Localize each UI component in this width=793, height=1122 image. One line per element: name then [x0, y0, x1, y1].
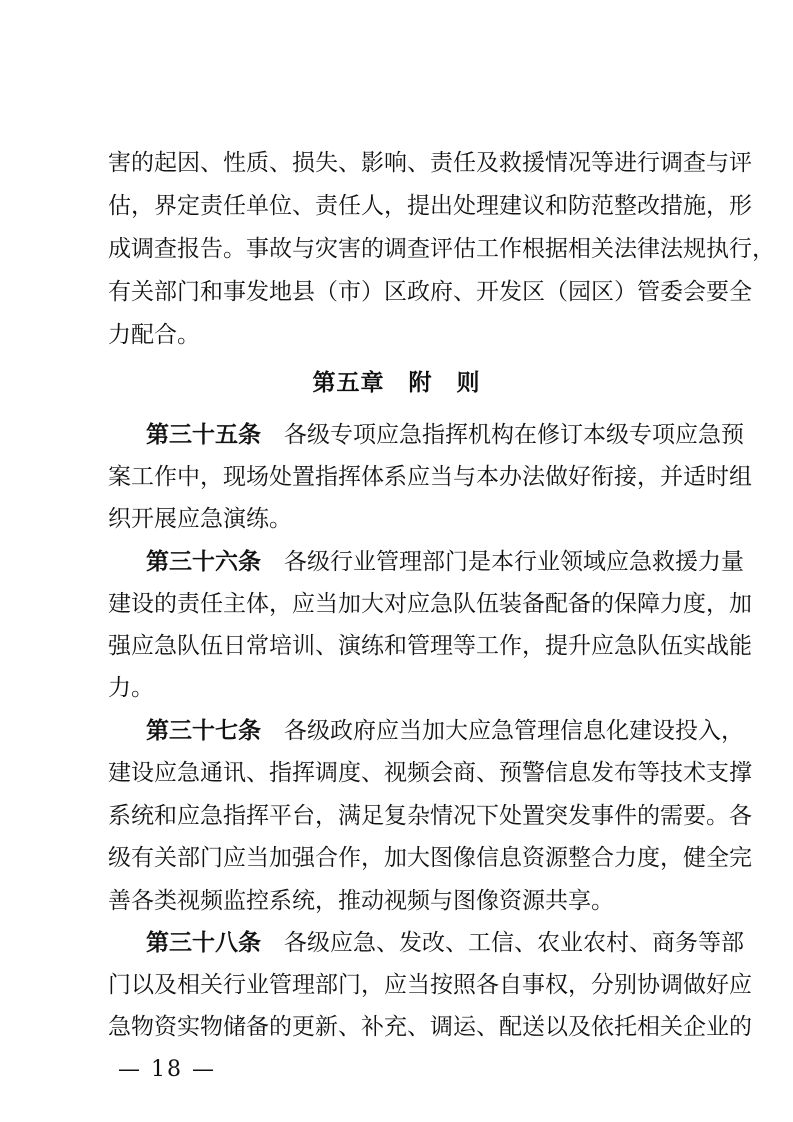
article-text: 各级应急、发改、工信、农业农村、商务等部: [261, 930, 744, 956]
paragraph-line: 力。: [108, 675, 154, 701]
article-label: 第三十六条: [146, 549, 261, 575]
paragraph-line: 力配合。: [108, 322, 200, 348]
paragraph-line: 急物资实物储备的更新、补充、调运、配送以及依托相关企业的: [108, 1014, 752, 1040]
paragraph-line: 建设应急通讯、指挥调度、视频会商、预警信息发布等技术支撑: [108, 760, 752, 786]
paragraph-line: 成调查报告。事故与灾害的调查评估工作根据相关法律法规执行，: [108, 236, 775, 262]
article-label: 第三十七条: [146, 718, 261, 744]
paragraph-line: 善各类视频监控系统，推动视频与图像资源共享。: [108, 888, 614, 914]
article-label: 第三十五条: [146, 422, 261, 448]
article-first-line: [146, 420, 744, 450]
article-first-line: [146, 716, 744, 746]
page-number: — 18 —: [118, 1057, 216, 1082]
paragraph-line: 级有关部门应当加强合作，加大图像信息资源整合力度，健全完: [108, 845, 752, 871]
paragraph-line: 织开展应急演练。: [108, 506, 292, 532]
article-first-line: [146, 928, 744, 958]
paragraph-line: 估，界定责任单位、责任人，提出处理建议和防范整改措施，形: [108, 193, 752, 219]
article-text: 各级行业管理部门是本行业领域应急救援力量: [261, 549, 744, 575]
paragraph-line: 系统和应急指挥平台，满足复杂情况下处置突发事件的需要。各: [108, 803, 752, 829]
paragraph-line: 门以及相关行业管理部门，应当按照各自事权，分别协调做好应: [108, 972, 752, 998]
paragraph-line: 有关部门和事发地县（市）区政府、开发区（园区）管委会要全: [108, 279, 752, 305]
chapter-heading: 第五章 附 则: [312, 369, 481, 396]
article-label: 第三十八条: [146, 930, 261, 956]
paragraph-line: 害的起因、性质、损失、影响、责任及救援情况等进行调查与评: [108, 150, 752, 176]
article-text: 各级专项应急指挥机构在修订本级专项应急预: [261, 422, 744, 448]
article-text: 各级政府应当加大应急管理信息化建设投入，: [261, 718, 744, 744]
paragraph-line: 案工作中，现场处置指挥体系应当与本办法做好衔接，并适时组: [108, 464, 752, 490]
article-first-line: [146, 547, 744, 577]
paragraph-line: 建设的责任主体，应当加大对应急队伍装备配备的保障力度，加: [108, 591, 752, 617]
paragraph-line: 强应急队伍日常培训、演练和管理等工作，提升应急队伍实战能: [108, 633, 752, 659]
